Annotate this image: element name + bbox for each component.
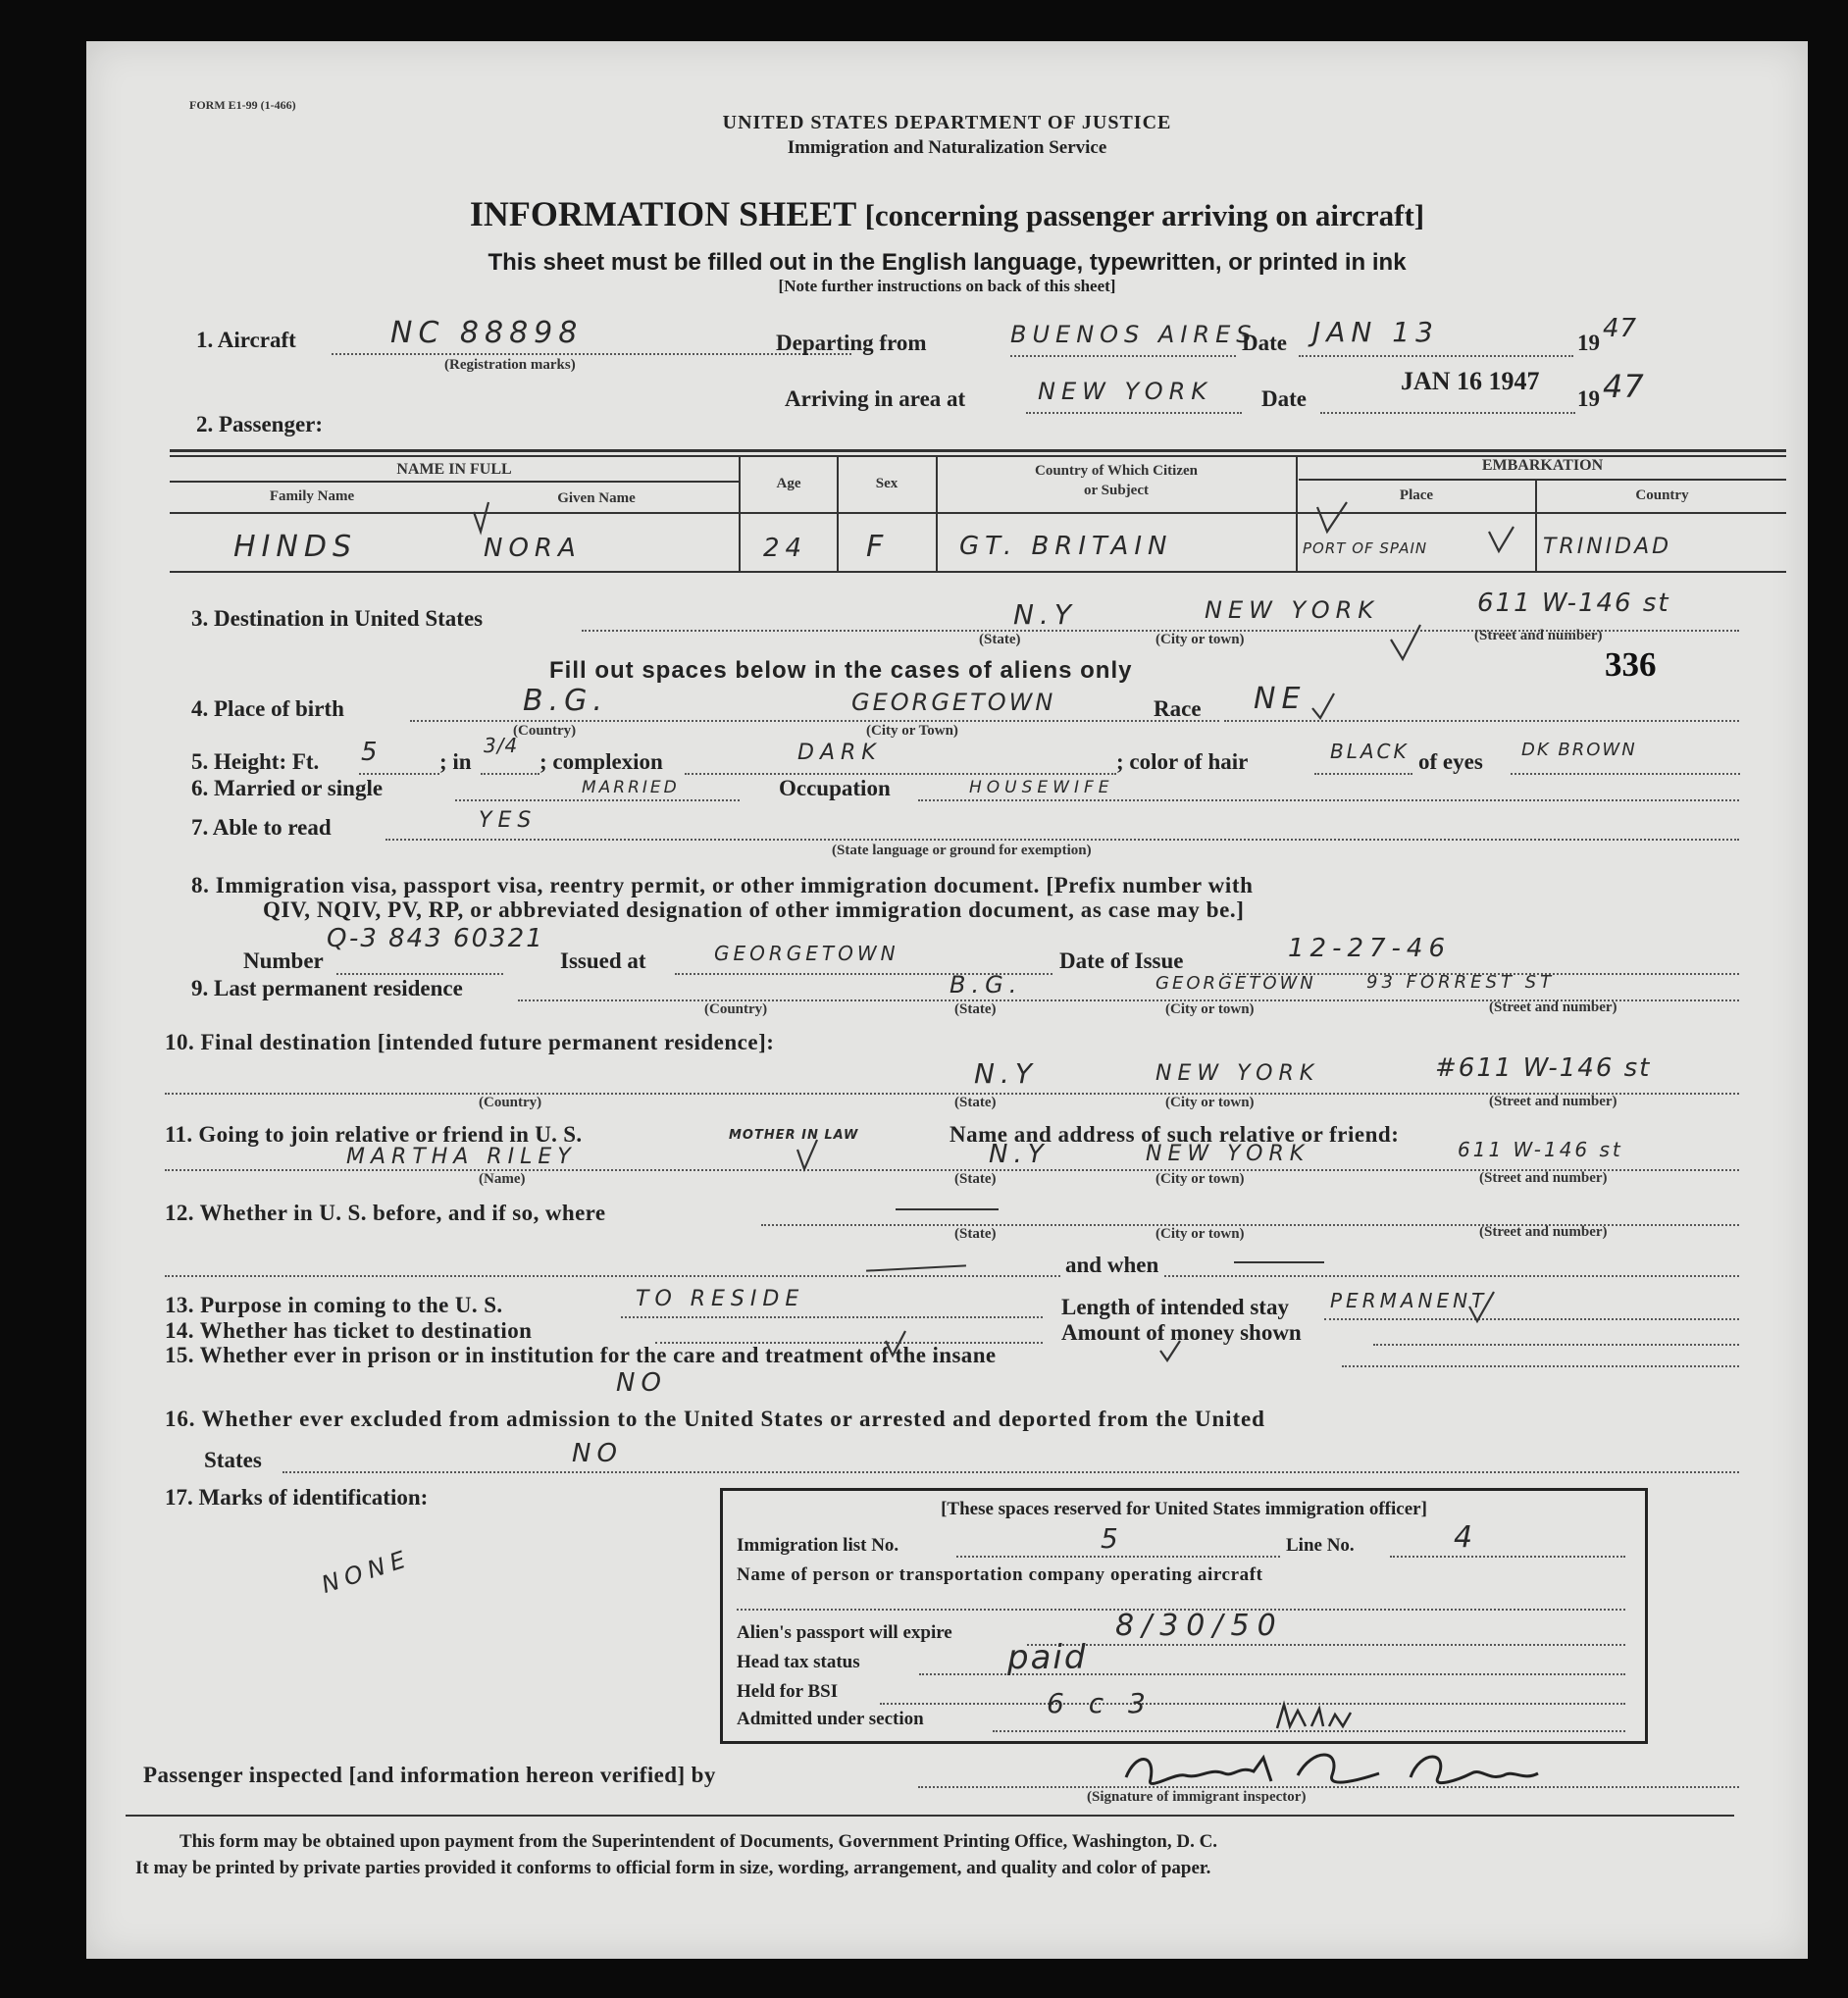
stay-value: PERMANENT	[1330, 1289, 1488, 1312]
prison-label: 15. Whether ever in prison or in institution for the care and treatment of the insane	[165, 1343, 997, 1367]
sex-header: Sex	[875, 476, 898, 491]
line-no-label: Line No.	[1286, 1535, 1355, 1556]
depart-year-prefix: 19	[1577, 331, 1600, 355]
immigration-doc-line1: 8. Immigration visa, passport visa, reentry permit, or other immigration document. [Prefix number with	[191, 873, 1254, 897]
citizen-value: GT. BRITAIN	[959, 532, 1173, 561]
relative-name: MARTHA RILEY	[346, 1145, 577, 1169]
final-city-caption: (City or town)	[1165, 1095, 1255, 1110]
excluded-label-line2: States	[204, 1448, 262, 1472]
last-residence-city: GEORGETOWN	[1155, 973, 1316, 994]
instruction-text: This sheet must be filled out in the English language, typewritten, or printed in ink	[488, 249, 1407, 276]
eyes-value: DK BROWN	[1521, 740, 1637, 760]
money-label: Amount of money shown	[1061, 1320, 1302, 1345]
hair-value: BLACK	[1330, 740, 1410, 763]
hair-label: ; color of hair	[1116, 749, 1249, 774]
race-label: Race	[1154, 696, 1202, 721]
depart-year-value: 47	[1603, 314, 1638, 343]
marks-value: NONE	[318, 1544, 415, 1599]
dest-street-caption: (Street and number)	[1474, 628, 1603, 643]
sex-value: F	[866, 530, 890, 564]
registration-caption: (Registration marks)	[444, 357, 576, 373]
marks-label: 17. Marks of identification:	[165, 1485, 429, 1510]
read-label: 7. Able to read	[191, 815, 332, 840]
arrive-year-prefix: 19	[1577, 386, 1600, 411]
relation-value: MOTHER IN LAW	[729, 1128, 859, 1143]
last-residence-state: B.G.	[950, 971, 1023, 999]
relative-address-label: Name and address of such relative or friend:	[950, 1122, 1400, 1147]
destination-street: 611 W-146 st	[1477, 589, 1670, 618]
last-residence-street: 93 FORREST ST	[1366, 972, 1556, 993]
dest-state-caption: (State)	[979, 632, 1021, 647]
height-in-label: ; in	[439, 749, 472, 774]
instruction-note: [Note further instructions on back of this sheet]	[778, 277, 1116, 295]
country-header: Country	[1635, 487, 1689, 503]
relative-name-caption: (Name)	[479, 1171, 526, 1187]
family-name-value: HINDS	[233, 530, 357, 564]
final-street-caption: (Street and number)	[1489, 1094, 1617, 1109]
height-in-value: 3/4	[484, 734, 519, 757]
birth-country-caption: (Country)	[513, 723, 577, 739]
birth-city: GEORGETOWN	[851, 689, 1056, 716]
age-header: Age	[776, 476, 801, 491]
ticket-label: 14. Whether has ticket to destination	[165, 1318, 533, 1343]
marital-value: MARRIED	[582, 778, 680, 797]
final-country-caption: (Country)	[479, 1095, 542, 1110]
destination-state: N.Y	[1013, 598, 1077, 631]
officer-box-title: [These spaces reserved for United States immigration officer]	[941, 1499, 1427, 1519]
marital-label: 6. Married or single	[191, 776, 384, 800]
depart-date-value: JAN 13	[1312, 316, 1439, 348]
final-dest-state: N.Y	[974, 1057, 1038, 1090]
height-ft-label: 5. Height: Ft.	[191, 749, 320, 774]
date-of-issue-label: Date of Issue	[1059, 948, 1184, 973]
form-id: FORM E1-99 (1-466)	[189, 98, 296, 112]
list-no-label: Immigration list No.	[737, 1535, 899, 1556]
head-tax-label: Head tax status	[737, 1652, 860, 1672]
stay-label: Length of intended stay	[1061, 1295, 1289, 1319]
place-header: Place	[1399, 487, 1434, 503]
check-marks	[86, 41, 1808, 1959]
arrive-year-value: 47	[1603, 368, 1645, 405]
form-paper	[86, 41, 1808, 1959]
eyes-label: of eyes	[1418, 749, 1483, 774]
footer-line2: It may be printed by private parties provided it conforms to official form in size, wording, arrangement, and quality and color of paper.	[135, 1858, 1211, 1878]
inspector-caption: (Signature of immigrant inspector)	[1087, 1789, 1307, 1805]
company-label: Name of person or transportation company operating aircraft	[737, 1564, 1263, 1585]
last-res-country-caption: (Country)	[704, 1001, 768, 1017]
family-name-header: Family Name	[269, 488, 355, 504]
embark-place-value: PORT OF SPAIN	[1303, 539, 1428, 557]
occupation-value: HOUSEWIFE	[969, 778, 1114, 797]
relative-street: 611 W-146 st	[1458, 1138, 1623, 1161]
relative-street-caption: (Street and number)	[1479, 1170, 1608, 1186]
purpose-value: TO RESIDE	[636, 1287, 805, 1311]
dest-city-caption: (City or town)	[1155, 632, 1245, 647]
bsi-label: Held for BSI	[737, 1681, 839, 1702]
age-value: 24	[763, 534, 808, 563]
complexion-value: DARK	[797, 741, 882, 765]
section-label: Admitted under section	[737, 1709, 924, 1729]
prison-value: NO	[616, 1368, 667, 1398]
arriving-value: NEW YORK	[1038, 378, 1213, 405]
previous-visit-label: 12. Whether in U. S. before, and if so, where	[165, 1201, 606, 1225]
destination-label: 3. Destination in United States	[191, 606, 484, 631]
excluded-value: NO	[572, 1439, 623, 1468]
footer-line1: This form may be obtained upon payment from the Superintendent of Documents, Government Printing Office, Washington, D. C.	[180, 1831, 1218, 1852]
final-dest-street: #611 W-146 st	[1435, 1053, 1652, 1083]
arrive-date-stamp: JAN 16 1947	[1401, 367, 1540, 395]
last-residence-label: 9. Last permanent residence	[191, 976, 463, 1000]
read-caption: (State language or ground for exemption)	[832, 843, 1092, 858]
and-when-label: and when	[1061, 1253, 1162, 1278]
birth-city-caption: (City or Town)	[866, 723, 958, 739]
passport-expire-value: 8/30/50	[1115, 1609, 1284, 1643]
doc-number-label: Number	[243, 948, 324, 973]
prev-street-caption: (Street and number)	[1479, 1224, 1608, 1240]
list-no-value: 5	[1101, 1522, 1124, 1555]
aliens-only-note: Fill out spaces below in the cases of aliens only	[549, 657, 1133, 684]
service-title: Immigration and Naturalization Service	[787, 137, 1107, 158]
read-value: YES	[479, 808, 538, 833]
depart-date-label: Date	[1242, 331, 1287, 355]
race-value: NE	[1254, 682, 1307, 716]
stamp-number: 336	[1605, 645, 1657, 684]
embarkation-header: EMBARKATION	[1481, 457, 1604, 474]
section-value: 6 c 3	[1047, 1687, 1154, 1719]
prev-state-caption: (State)	[954, 1226, 997, 1242]
embark-country-value: TRINIDAD	[1543, 535, 1672, 559]
excluded-label-line1: 16. Whether ever excluded from admission to the United States or arrested and deported from the United	[165, 1407, 1265, 1431]
relative-city: NEW YORK	[1146, 1142, 1310, 1166]
issued-at-value: GEORGETOWN	[714, 942, 899, 965]
line-no-value: 4	[1454, 1520, 1479, 1555]
prev-city-caption: (City or town)	[1155, 1226, 1245, 1242]
arriving-label: Arriving in area at	[785, 386, 966, 411]
last-res-state-caption: (State)	[954, 1001, 997, 1017]
arrive-date-label: Date	[1261, 386, 1307, 411]
inspected-label: Passenger inspected [and information hereon verified] by	[143, 1763, 716, 1787]
issued-at-label: Issued at	[560, 948, 646, 973]
passport-expire-label: Alien's passport will expire	[737, 1622, 952, 1643]
name-in-full-header: NAME IN FULL	[396, 461, 512, 478]
last-res-street-caption: (Street and number)	[1489, 999, 1617, 1015]
date-of-issue-value: 12-27-46	[1288, 934, 1452, 963]
final-state-caption: (State)	[954, 1095, 997, 1110]
last-res-city-caption: (City or town)	[1165, 1001, 1255, 1017]
birth-country: B.G.	[523, 684, 608, 718]
departing-value: BUENOS AIRES	[1010, 321, 1258, 348]
occupation-label: Occupation	[779, 776, 891, 800]
relative-state: N.Y	[989, 1140, 1050, 1169]
passenger-label: 2. Passenger:	[196, 412, 324, 436]
purpose-label: 13. Purpose in coming to the U. S.	[165, 1293, 503, 1317]
departing-label: Departing from	[776, 331, 927, 355]
birth-label: 4. Place of birth	[191, 696, 344, 721]
complexion-label: ; complexion	[539, 749, 663, 774]
aircraft-label: 1. Aircraft	[196, 328, 296, 352]
join-relative-label: 11. Going to join relative or friend in U. S.	[165, 1122, 583, 1147]
citizen-header-2: or Subject	[1084, 483, 1149, 498]
height-ft-value: 5	[361, 738, 384, 767]
final-destination-label: 10. Final destination [intended future permanent residence]:	[165, 1030, 775, 1054]
aircraft-value: NC 88898	[390, 316, 584, 350]
title-sub: [concerning passenger arriving on aircraft]	[864, 198, 1425, 232]
given-name-header: Given Name	[557, 490, 636, 506]
final-dest-city: NEW YORK	[1155, 1061, 1320, 1086]
department-title: UNITED STATES DEPARTMENT OF JUSTICE	[722, 112, 1172, 133]
doc-number-value: Q-3 843 60321	[327, 924, 544, 953]
title-main: INFORMATION SHEET	[469, 194, 856, 233]
given-name-value: NORA	[484, 534, 582, 563]
head-tax-value: paid	[1007, 1638, 1088, 1677]
citizen-header-1: Country of Which Citizen	[1035, 463, 1198, 479]
immigration-doc-line2: QIV, NQIV, PV, RP, or abbreviated designation of other immigration document, as case may be.]	[263, 897, 1245, 922]
destination-city: NEW YORK	[1205, 596, 1380, 624]
relative-state-caption: (State)	[954, 1171, 997, 1187]
relative-city-caption: (City or town)	[1155, 1171, 1245, 1187]
